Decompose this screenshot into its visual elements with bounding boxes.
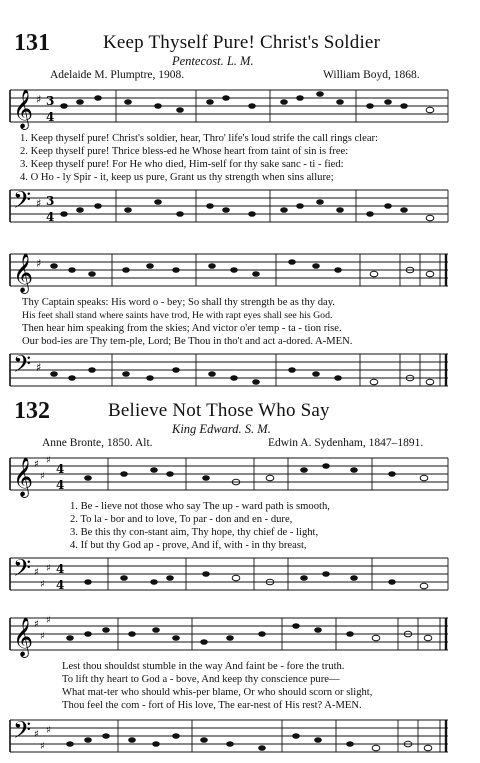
svg-text:4: 4: [56, 462, 65, 476]
hymn-number: 131: [14, 30, 50, 56]
svg-text:𝄞: 𝄞: [13, 253, 34, 293]
svg-text:𝄢: 𝄢: [13, 350, 32, 383]
verse-line: Thy Captain speaks: His word o - bey; So shall thy strength be as thy day.: [22, 297, 335, 308]
svg-text:♯: ♯: [36, 197, 42, 210]
svg-text:♯: ♯: [40, 579, 45, 590]
svg-text:♯: ♯: [40, 741, 45, 752]
svg-text:♯: ♯: [36, 93, 42, 106]
tune-meter: King Edward. S. M.: [172, 422, 271, 436]
svg-text:♯: ♯: [34, 729, 39, 740]
svg-text:4: 4: [46, 210, 55, 224]
bass-staff: [0, 716, 480, 758]
author-credit: Anne Bronte, 1850. Alt.: [42, 437, 153, 449]
verse-line: 2. Keep thyself pure! Thrice bless-ed he Whose heart from taint of sin is free:: [20, 146, 349, 157]
svg-text:𝄢: 𝄢: [13, 716, 32, 749]
tune-meter: Pentecost. L. M.: [172, 54, 254, 68]
verse-line: What mat-ter who should whis-per blame, Or who should scorn or slight,: [62, 687, 373, 698]
verse-line: Lest thou shouldst stumble in the way And faint be - fore the truth.: [62, 661, 345, 672]
verse-line: 4. O Ho - ly Spir - it, keep us pure, Grant us thy strength when sins allure;: [20, 172, 334, 183]
svg-text:𝄞: 𝄞: [13, 457, 34, 497]
verse-lyrics: [70, 500, 330, 552]
verse-line: 4. If but thy God ap - prove, And if, with - in thy breast,: [70, 540, 307, 551]
verse-line: To lift thy heart to God a - bove, And keep thy conscience pure—: [62, 674, 340, 685]
bass-staff: [0, 554, 480, 596]
verse-line: 2. To la - bor and to love, To par - don and en - dure,: [70, 514, 293, 525]
svg-text:𝄢: 𝄢: [13, 186, 32, 219]
composer-credit: William Boyd, 1868.: [323, 69, 420, 81]
svg-text:♯: ♯: [46, 725, 51, 736]
bass-staff: [0, 186, 480, 228]
svg-text:♯: ♯: [36, 361, 42, 374]
svg-text:3: 3: [46, 94, 55, 108]
svg-text:4: 4: [56, 578, 65, 592]
hymn-number: 132: [14, 398, 50, 424]
hymn-title: Keep Thyself Pure! Christ's Soldier: [103, 32, 381, 53]
verse-line: His feet shall stand where saints have trod, He with rapt eyes shall see his God.: [22, 310, 333, 321]
composer-credit: Edwin A. Sydenham, 1847–1891.: [268, 437, 424, 449]
svg-text:𝄞: 𝄞: [13, 89, 34, 129]
author-credit: Adelaide M. Plumptre, 1908.: [50, 69, 185, 81]
verse-line: 3. Keep thyself pure! For He who died, Him-self for thy sake sanc - ti - fied:: [20, 159, 344, 170]
svg-text:𝄞: 𝄞: [13, 617, 34, 657]
svg-text:♯: ♯: [46, 563, 51, 574]
verse-line: Our bod-ies are Thy tem-ple, Lord; Be Thou in tho't and act a-dored. A-MEN.: [22, 336, 353, 347]
treble-staff: [0, 250, 480, 292]
svg-text:3: 3: [46, 194, 55, 208]
svg-text:𝄢: 𝄢: [13, 554, 32, 587]
verse-lyrics: [20, 132, 378, 184]
verse-lyrics: [62, 660, 372, 712]
treble-staff: [0, 614, 480, 656]
verse-line: Thou feel the com - fort of His love, The ear-nest of His rest? A-MEN.: [62, 700, 362, 711]
svg-text:♯: ♯: [34, 567, 39, 578]
svg-text:4: 4: [56, 478, 65, 492]
svg-text:♯: ♯: [40, 471, 45, 482]
verse-line: 1. Be - lieve not those who say The up - ward path is smooth,: [70, 501, 330, 512]
svg-text:♯: ♯: [34, 619, 39, 630]
svg-text:♯: ♯: [36, 257, 42, 270]
svg-text:♯: ♯: [46, 455, 51, 466]
bass-staff: [0, 350, 480, 392]
treble-staff: [0, 86, 480, 128]
verse-line: Then hear him speaking from the skies; And victor o'er temp - ta - tion rise.: [22, 323, 342, 334]
hymn-title: Believe Not Those Who Say: [108, 400, 330, 421]
verse-line: 1. Keep thyself pure! Christ's soldier, hear, Thro' life's loud strife the call rings clear:: [20, 133, 378, 144]
svg-text:4: 4: [56, 562, 65, 576]
svg-text:♯: ♯: [40, 631, 45, 642]
verse-lyrics: [22, 296, 352, 348]
svg-text:4: 4: [46, 110, 55, 124]
svg-text:♯: ♯: [46, 615, 51, 626]
treble-staff: [0, 454, 480, 496]
svg-text:♯: ♯: [34, 459, 39, 470]
verse-line: 3. Be this thy con-stant aim, Thy hope, thy chief de - light,: [70, 527, 319, 538]
